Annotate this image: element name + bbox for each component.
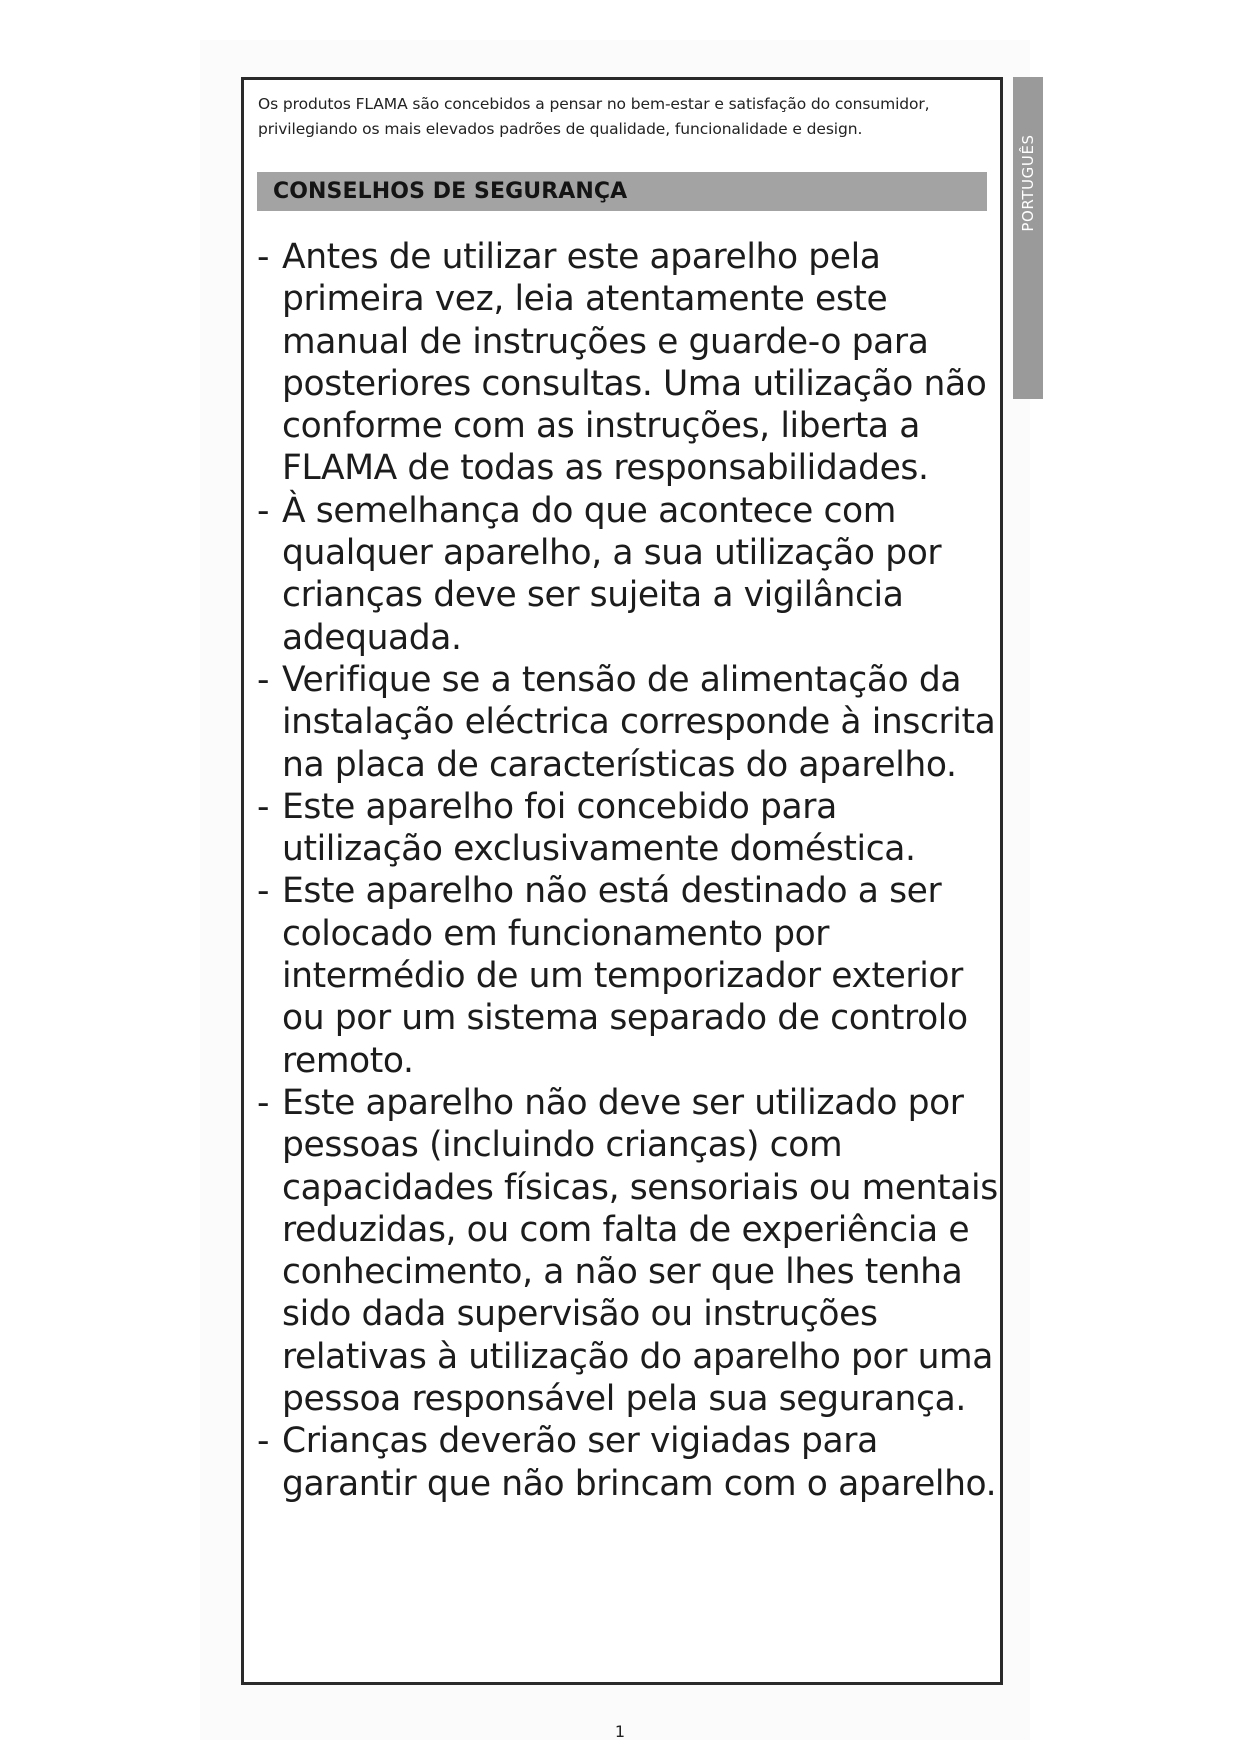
safety-item: - À semelhança do que acontece com qualquer aparelho, a sua utilização por crianças deve ser sujeita a vigilância adequada.	[257, 490, 1002, 659]
safety-item: - Antes de utilizar este aparelho pela primeira vez, leia atentamente este manual de instruções e guarde-o para posteriores consultas. Uma utilização não conforme com as instruções, liberta a FLAMA de todas as responsabilidades.	[257, 236, 1002, 490]
safety-item: - Este aparelho não deve ser utilizado por pessoas (incluindo crianças) com capacidades físicas, sensoriais ou mentais reduzidas, ou com falta de experiência e conhecimento, a não ser que lhes tenha sido dada supervisão ou instruções relativas à utilização do aparelho por uma pessoa responsável pela sua segurança.	[257, 1082, 1002, 1420]
intro-line-1: Os produtos FLAMA são concebidos a pensar no bem-estar e satisfação do consumidor,	[258, 95, 930, 113]
language-side-tab	[1013, 77, 1043, 399]
safety-item: - Este aparelho foi concebido para utilização exclusivamente doméstica.	[257, 786, 1002, 871]
page-number: 1	[614, 1722, 626, 1741]
safety-item: - Este aparelho não está destinado a ser colocado em funcionamento por intermédio de um temporizador exterior ou por um sistema separado de controlo remoto.	[257, 870, 1002, 1081]
intro-text	[258, 92, 994, 142]
safety-item: - Crianças deverão ser vigiadas para garantir que não brincam com o aparelho.	[257, 1420, 1002, 1505]
safety-list	[257, 236, 1002, 1505]
content-frame	[241, 77, 1003, 1685]
section-title: CONSELHOS DE SEGURANÇA	[273, 179, 628, 204]
language-label: PORTUGUÊS	[1019, 134, 1037, 232]
intro-line-2: privilegiando os mais elevados padrões de qualidade, funcionalidade e design.	[258, 120, 863, 138]
safety-item: - Verifique se a tensão de alimentação da instalação eléctrica corresponde à inscrita na placa de características do aparelho.	[257, 659, 1002, 786]
section-header-bar	[257, 172, 987, 211]
